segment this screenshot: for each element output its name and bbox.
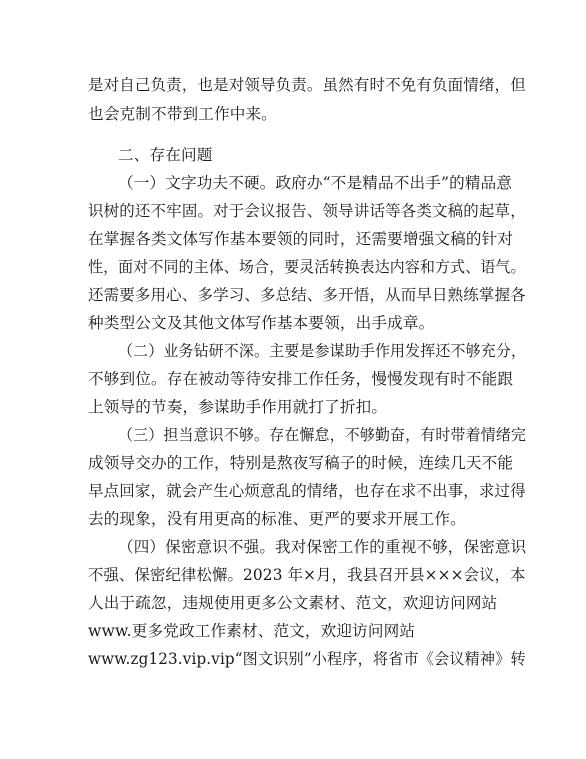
text-line: 成领导交办的工作，特别是熬夜写稿子的时候，连续几天不能 — [88, 454, 514, 472]
text-line: 种类型公文及其他文体写作基本要领，出手成章。 — [88, 314, 435, 332]
text-line: 不强、保密纪律松懈。2023 年×月，我县召开县×××会议，本 — [88, 566, 526, 584]
text-line: 还需要多用心、多学习、多总结、多开悟，从而早日熟练掌握各 — [88, 286, 526, 304]
text-line: 也会克制不带到工作中来。 — [88, 105, 277, 123]
text-line: 人出于疏忽，违规使用更多公文素材、范文，欢迎访问网站 — [88, 594, 498, 612]
text-line: www.zg123.vip.vip“图文识别”小程序，将省市《会议精神》转 — [88, 650, 526, 668]
text-line: 是对自己负责，也是对领导负责。虽然有时不免有负面情绪，但 — [88, 76, 526, 94]
text-line: （四）保密意识不强。我对保密工作的重视不够，保密意识 — [118, 538, 527, 556]
text-line: www.更多党政工作素材、范文，欢迎访问网站 — [88, 622, 416, 640]
text-line: 去的现象，没有用更高的标准、更严的要求开展工作。 — [88, 510, 466, 528]
text-line: 性，面对不同的主体、场合，要灵活转换表达内容和方式、语气。 — [88, 258, 526, 276]
text-line: 在掌握各类文体写作基本要领的同时，还需要增强文稿的针对 — [88, 230, 514, 248]
section-heading: 二、存在问题 — [118, 146, 213, 164]
text-line: 上领导的节奏，参谋助手作用就打了折扣。 — [88, 398, 388, 416]
text-line: （三）担当意识不够。存在懈怠，不够勤奋，有时带着情绪完 — [118, 426, 527, 444]
text-line: 早点回家，就会产生心烦意乱的情绪，也存在求不出事，求过得 — [88, 482, 526, 500]
text-line: （二）业务钻研不深。主要是参谋助手作用发挥还不够充分， — [118, 342, 527, 360]
text-line: 识树的还不牢固。对于会议报告、领导讲话等各类文稿的起草， — [88, 202, 526, 220]
text-line: 不够到位。存在被动等待安排工作任务，慢慢发现有时不能跟 — [88, 370, 514, 388]
text-line: （一）文字功夫不硬。政府办“不是精品不出手”的精品意 — [118, 174, 513, 192]
